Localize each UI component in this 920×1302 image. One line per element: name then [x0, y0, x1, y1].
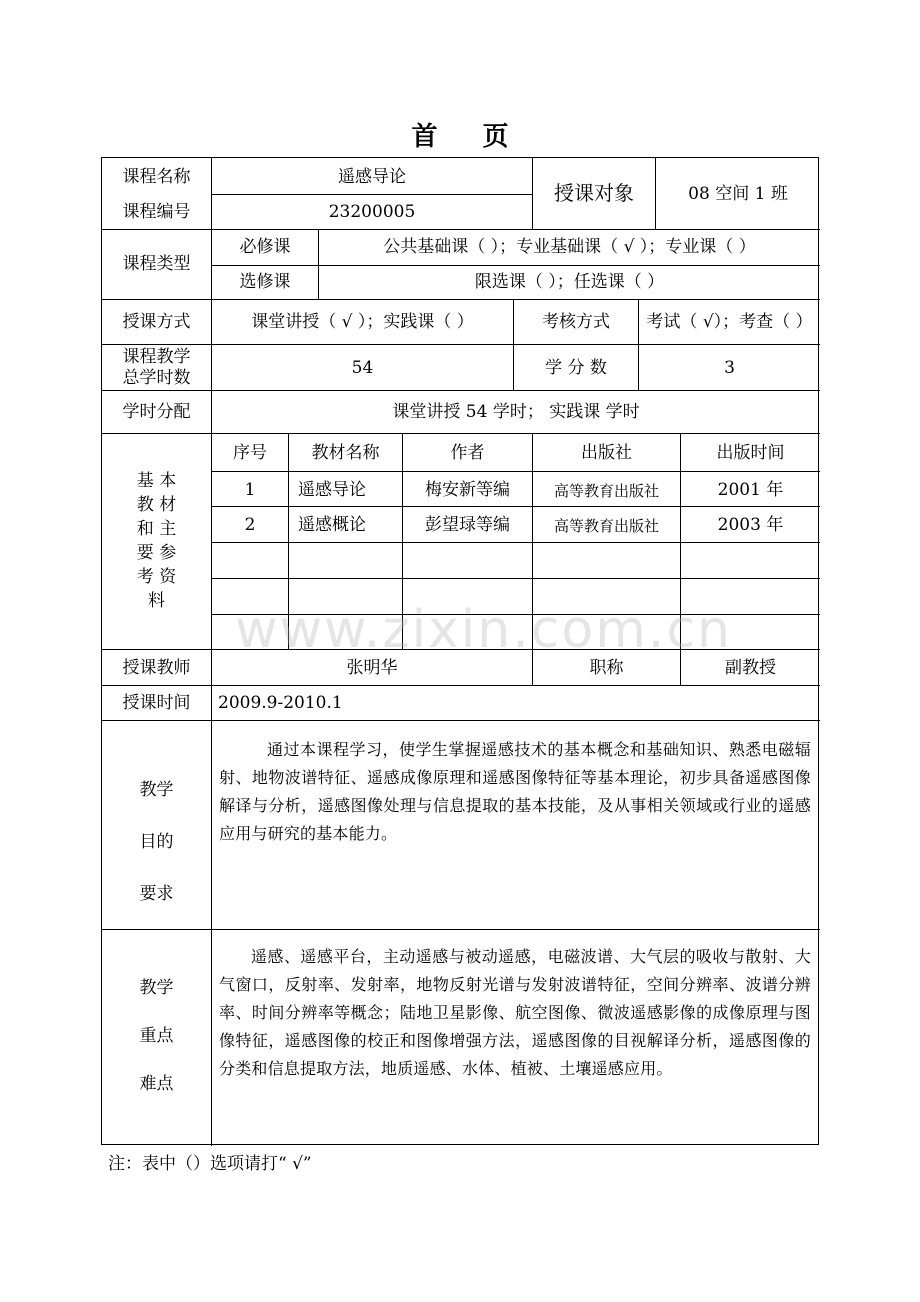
- assess-value: 考试（ √）；考查（ ）: [646, 312, 813, 332]
- table-cell: 梅安新等编: [425, 480, 510, 500]
- footnote: 注：表中（）选项请打“ √”: [108, 1154, 312, 1174]
- required-label: 必修课: [239, 237, 291, 257]
- time-label: 授课时间: [122, 693, 191, 713]
- key-points-text: 遥感、遥感平台，主动遥感与被动遥感，电磁波谱、大气层的吸收与散射、大气窗口，反射率、发射率，地物反射光谱与发射波谱特征，空间分辨率、波谱分辨率、时间分辨率等概念；陆地卫星影像、航空图像、微波遥感影像的成像原理与图像特征，遥感图像的校正和图像增强方法，遥感图像的目视解译分析，遥感图像的分类和信息提取方法，地质遥感、水体、植被、土壤遥感应用。: [219, 947, 811, 1078]
- key-points-label-line: 难点: [139, 1074, 174, 1094]
- course-name-label: 课程名称: [122, 167, 191, 187]
- key-points-label: [102, 964, 211, 1108]
- materials-label-line: 和 主: [136, 519, 177, 539]
- materials-label-line: 基 本: [136, 471, 177, 491]
- teacher-title: 副教授: [725, 658, 776, 678]
- table-cell: 高等教育出版社: [553, 482, 659, 500]
- credits-value: 3: [724, 358, 735, 378]
- dist-label: 学时分配: [122, 402, 191, 422]
- objectives-label-line: 目的: [139, 832, 174, 852]
- watermark: www.zixin.com.cn: [235, 600, 732, 660]
- materials-label: [102, 469, 211, 613]
- method-label: 授课方式: [122, 312, 191, 332]
- required-options: 公共基础课（ ）；专业基础课（ √ ）；专业课（ ）: [383, 237, 756, 257]
- teacher-label: 授课教师: [122, 658, 191, 678]
- key-points-label-line: 重点: [139, 1026, 174, 1046]
- materials-label-line: 料: [148, 591, 165, 611]
- objectives-label: [102, 764, 211, 920]
- materials-header-author: 作者: [450, 443, 485, 463]
- assess-label: 考核方式: [542, 312, 610, 332]
- objectives-label-line: 要求: [139, 884, 174, 904]
- materials-label-line: 教 材: [136, 495, 177, 515]
- course-code-value: 23200005: [328, 202, 416, 222]
- elective-label: 选修课: [239, 272, 291, 292]
- hours-label-line2: 总学时数: [122, 368, 191, 388]
- table-cell: 遥感导论: [298, 480, 366, 500]
- objectives-label-line: 教学: [139, 780, 174, 800]
- teacher-name: 张明华: [346, 658, 398, 678]
- audience-value: 08 空间 1 班: [688, 184, 788, 204]
- table-cell: 遥感概论: [298, 515, 366, 535]
- credits-label: 学 分 数: [545, 358, 607, 378]
- materials-label-line: 考 资: [136, 567, 177, 587]
- materials-header-title: 教材名称: [311, 443, 380, 463]
- materials-header-publisher: 出版社: [581, 443, 632, 463]
- table-cell: 高等教育出版社: [553, 517, 659, 535]
- dist-value: 课堂讲授 54 学时； 实践课 学时: [392, 402, 640, 422]
- hours-label-line1: 课程教学: [122, 347, 191, 367]
- page-title: 首 页: [411, 122, 527, 152]
- elective-options: 限选课（ ）；任选课（ ）: [474, 272, 665, 292]
- audience-label: 授课对象: [554, 181, 634, 205]
- course-name-value: 遥感导论: [338, 167, 406, 187]
- key-points-label-line: 教学: [139, 978, 174, 998]
- hours-value: 54: [351, 358, 374, 378]
- method-value: 课堂讲授（ √ ）；实践课（ ）: [251, 312, 474, 332]
- table-cell: 2: [244, 515, 256, 535]
- time-value: 2009.9-2010.1: [218, 693, 343, 713]
- table-cell: 2003 年: [717, 515, 784, 535]
- objectives-text: 通过本课程学习，使学生掌握遥感技术的基本概念和基础知识、熟悉电磁辐射、地物波谱特征、遥感成像原理和遥感图像特征等基本理论，初步具备遥感图像解译与分析，遥感图像处理与信息提取的基本技能，及从事相关领域或行业的遥感应用与研究的基本能力。: [219, 740, 811, 843]
- materials-header-index: 序号: [233, 443, 267, 463]
- course-type-label: 课程类型: [122, 254, 191, 274]
- course-code-label: 课程编号: [122, 202, 191, 222]
- materials-label-line: 要 参: [136, 543, 177, 563]
- teacher-title-label: 职称: [589, 658, 624, 678]
- table-cell: 1: [244, 480, 256, 500]
- table-cell: 2001 年: [717, 480, 784, 500]
- materials-header-date: 出版时间: [716, 443, 785, 463]
- table-cell: 彭望琭等编: [425, 515, 510, 535]
